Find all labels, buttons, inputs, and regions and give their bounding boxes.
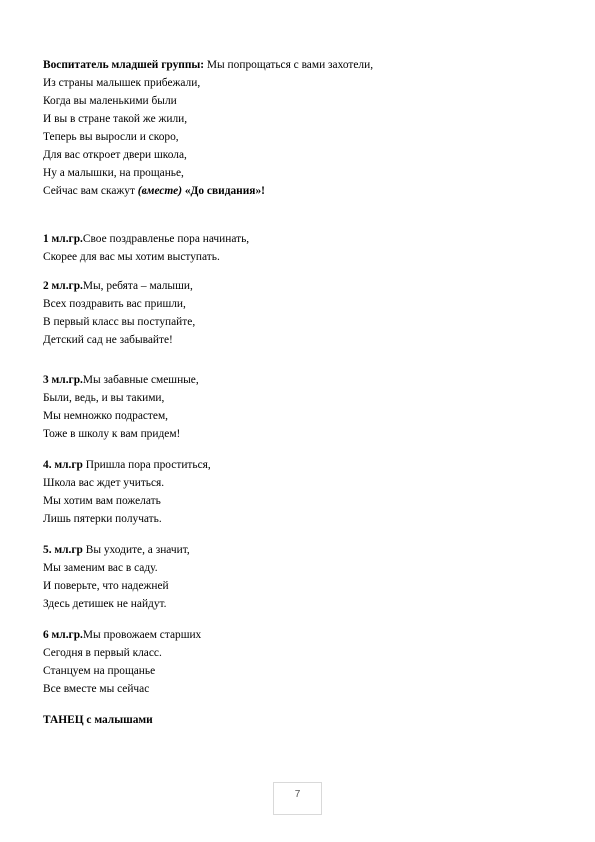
verse-line-start: Сейчас вам скажут bbox=[43, 185, 138, 197]
dance-heading bbox=[43, 711, 563, 729]
verse-6 bbox=[43, 626, 563, 698]
verse-line: Школа вас ждет учиться. bbox=[43, 477, 165, 489]
page-number: 7 bbox=[273, 782, 322, 815]
verse-line: Детский сад не забывайте! bbox=[43, 334, 173, 346]
verse-line: Ну а малышки, на прощанье, bbox=[43, 167, 184, 179]
verse-line: Мы, ребята – малыши, bbox=[82, 280, 193, 292]
verse-line: Тоже в школу к вам придем! bbox=[43, 428, 181, 440]
verse-line: В первый класс вы поступайте, bbox=[43, 316, 196, 328]
stage-direction: (вместе) bbox=[137, 185, 182, 197]
verse-line: Теперь вы выросли и скоро, bbox=[43, 131, 179, 143]
verse-1 bbox=[43, 230, 563, 266]
speaker-label: 3 мл.гр. bbox=[43, 374, 83, 386]
verse-line: Здесь детишек не найдут. bbox=[43, 598, 167, 610]
verse-line: И поверьте, что надежней bbox=[43, 580, 169, 592]
speaker-label: 1 мл.гр. bbox=[43, 233, 83, 245]
verse-line: Всех поздравить вас пришли, bbox=[43, 298, 186, 310]
verse-line: Мы немножко подрастем, bbox=[43, 410, 169, 422]
verse-line: Мы хотим вам пожелать bbox=[43, 495, 161, 507]
verse-4 bbox=[43, 456, 563, 528]
verse-line: Мы заменим вас в саду. bbox=[43, 562, 158, 574]
verse-line: Мы провожаем старших bbox=[82, 629, 202, 641]
dance-subtitle: с малышами bbox=[83, 714, 153, 726]
verse-line: Лишь пятерки получать. bbox=[43, 513, 162, 525]
intro-stanza bbox=[43, 56, 563, 200]
verse-line: Мы забавные смешные, bbox=[82, 374, 199, 386]
speaker-label: 4. мл.гр bbox=[43, 459, 83, 471]
verse-line: И вы в стране такой же жили, bbox=[43, 113, 188, 125]
verse-line: Пришла пора проститься, bbox=[82, 459, 211, 471]
dance-title: ТАНЕЦ bbox=[43, 714, 84, 726]
verse-line: Из страны малышек прибежали, bbox=[43, 77, 201, 89]
intro-last-line bbox=[43, 182, 563, 200]
verse-line: Были, ведь, и вы такими, bbox=[43, 392, 165, 404]
verse-line: Все вместе мы сейчас bbox=[43, 683, 150, 695]
verse-line: Когда вы маленькими были bbox=[43, 95, 177, 107]
verse-line: Скорее для вас мы хотим выступать. bbox=[43, 251, 220, 263]
verse-2 bbox=[43, 277, 563, 349]
verse-line: Мы попрощаться с вами захотели, bbox=[204, 59, 374, 71]
verse-3 bbox=[43, 371, 563, 443]
farewell-phrase: «До свидания»! bbox=[182, 185, 265, 197]
speaker-label: 2 мл.гр. bbox=[43, 280, 83, 292]
speaker-label: Воспитатель младшей группы: bbox=[43, 59, 205, 71]
verse-line: Сегодня в первый класс. bbox=[43, 647, 162, 659]
speaker-label: 5. мл.гр bbox=[43, 544, 83, 556]
verse-line: Для вас откроет двери школа, bbox=[43, 149, 187, 161]
intro-first-line bbox=[43, 56, 563, 74]
speaker-label: 6 мл.гр. bbox=[43, 629, 83, 641]
verse-line: Вы уходите, а значит, bbox=[82, 544, 190, 556]
verse-line: Свое поздравленье пора начинать, bbox=[82, 233, 250, 245]
verse-line: Станцуем на прощанье bbox=[43, 665, 156, 677]
verse-5 bbox=[43, 541, 563, 613]
